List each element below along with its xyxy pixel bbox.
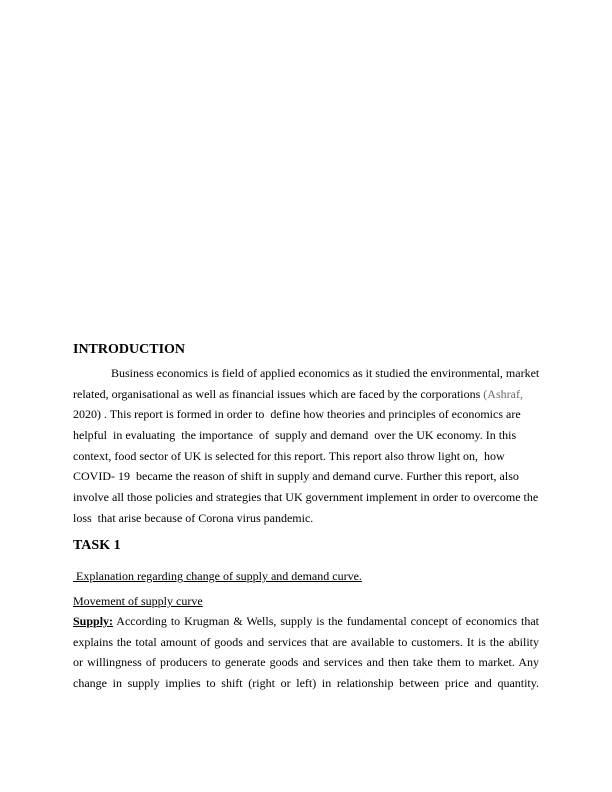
intro-line: involve all those policies and strategies that UK government implement in order to overcome the xyxy=(73,490,539,504)
intro-line: Business economics is field of applied economics as it studied the environmental, market xyxy=(111,366,540,380)
intro-line-text: related, organisational as well as financial issues which are faced by the corporations xyxy=(73,387,484,401)
supply-label: Supply: xyxy=(73,614,114,628)
intro-line: context, food sector of UK is selected for this report. This report also throw light on, how xyxy=(73,449,505,463)
supply-text: According to Krugman & Wells, supply is the fundamental concept of economics that xyxy=(113,614,539,628)
intro-line xyxy=(73,387,523,401)
citation: (Ashraf, xyxy=(483,387,523,401)
intro-line: helpful in evaluating the importance of supply and demand over the UK economy. In this xyxy=(73,428,517,442)
supply-line xyxy=(73,614,539,628)
supply-line: change in supply implies to shift (right or left) in relationship between price and quantity. xyxy=(73,676,539,690)
task1-subheading: Explanation regarding change of supply and demand curve. xyxy=(73,569,362,583)
task1-heading: TASK 1 xyxy=(73,538,121,553)
section-heading: Movement of supply curve xyxy=(73,594,203,608)
intro-line: COVID- 19 became the reason of shift in supply and demand curve. Further this report, also xyxy=(73,469,519,483)
supply-line: or willingness of producers to generate goods and services and then take them to market. Any xyxy=(73,655,539,669)
intro-line: 2020) . This report is formed in order to define how theories and principles of economics are xyxy=(73,407,521,421)
introduction-heading: INTRODUCTION xyxy=(73,342,186,357)
intro-line: loss that arise because of Corona virus pandemic. xyxy=(73,511,314,525)
supply-line: explains the total amount of goods and services that are available to customers. It is the ability xyxy=(73,635,539,649)
